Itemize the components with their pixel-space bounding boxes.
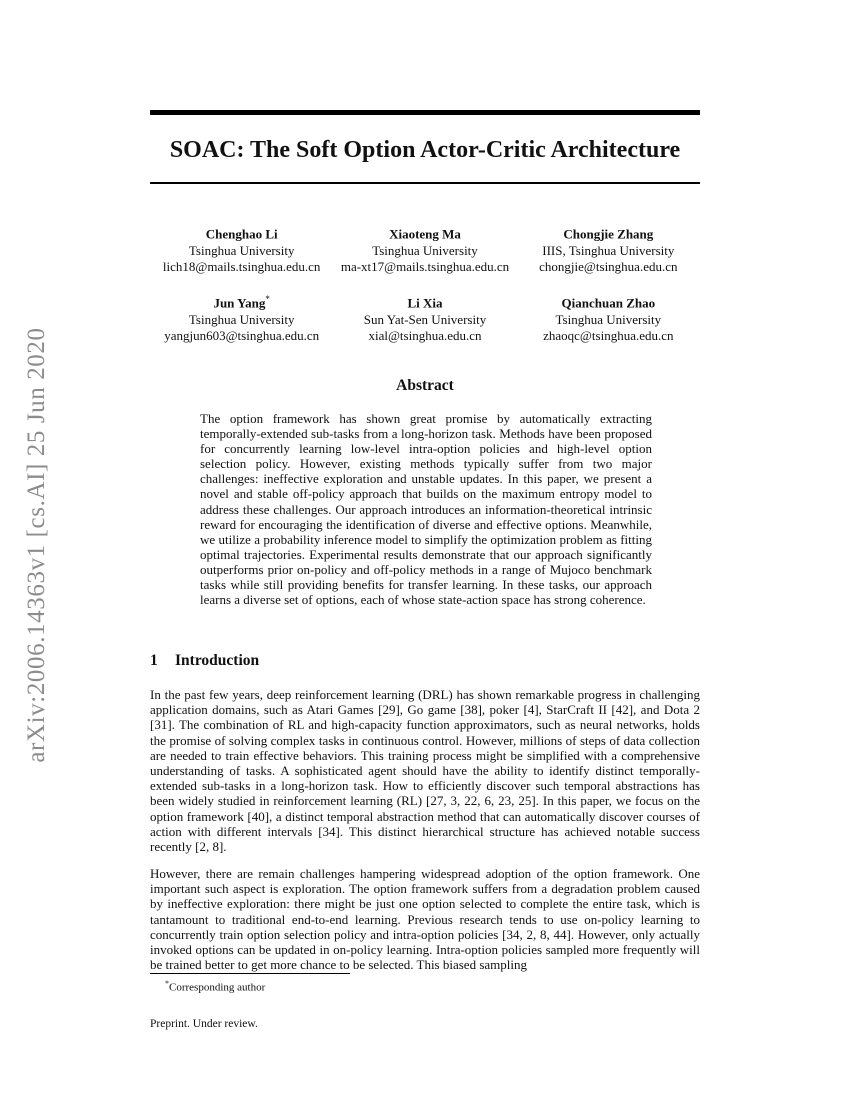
author-block — [517, 291, 700, 345]
introduction-paragraph-2: However, there are remain challenges hampering widespread adoption of the option framework. One important such aspect is exploration. The option framework suffers from a degradation problem caused by ineffective exploration: there might be just one option selected to complete the entire task, which is tantamount to traditional end-to-end learning. Previous research tends to use on-policy learning to concurrently train option selection policy and intra-option policies [34, 2, 8, 44]. However, only actually invoked options can be updated in on-policy learning. Intra-option policies sampled more frequently will be trained better to get more chance to be selected. This biased sampling — [150, 866, 700, 973]
author-affiliation: Tsinghua University — [188, 311, 295, 327]
author-email: lich18@mails.tsinghua.edu.cn — [162, 259, 321, 275]
abstract-heading: Abstract — [396, 377, 454, 394]
author-email: chongjie@tsinghua.edu.cn — [539, 259, 678, 275]
abstract-body: The option framework has shown great promise by automatically extracting temporally-extended sub-tasks from a long-horizon task. Methods have been proposed for concurrently learning low-level intra-option policies and high-level option selection policy. However, existing methods typically suffer from two major challenges: ineffective exploration and unstable updates. In this paper, we present a novel and stable off-policy approach that builds on the maximum entropy model to address these challenges. Our approach introduces an information-theoretical intrinsic reward for encouraging the identification of diverse and effective options. Meanwhile, we utilize a probability inference model to simplify the optimization problem as fitting optimal trajectories. Experimental results demonstrate that our approach significantly outperforms prior on-policy and off-policy methods in a range of Mujoco benchmark tasks while still providing benefits for transfer learning. In these tasks, our approach learns a diverse set of options, each of whose state-action space has strong coherence. — [200, 411, 652, 608]
author-affiliation: Tsinghua University — [555, 311, 662, 327]
author-name: Qianchuan Zhao — [561, 295, 656, 311]
paper-title: SOAC: The Soft Option Actor-Critic Architecture — [169, 137, 681, 163]
section-number: 1 — [150, 652, 158, 669]
author-row-2 — [150, 291, 700, 345]
title-top-rule — [150, 110, 700, 115]
arxiv-identifier-stamp — [22, 305, 52, 785]
author-name: Xiaoteng Ma — [389, 226, 461, 242]
arxiv-identifier-text: arXiv:2006.14363v1 [cs.AI] 25 Jun 2020 — [23, 327, 50, 763]
author-block — [517, 222, 700, 276]
author-affiliation: Sun Yat-Sen University — [363, 311, 487, 327]
author-block — [333, 291, 516, 345]
author-affiliation: Tsinghua University — [372, 242, 478, 258]
author-email: xial@tsinghua.edu.cn — [368, 328, 482, 344]
author-name: Chenghao Li — [205, 226, 278, 242]
author-email: ma-xt17@mails.tsinghua.edu.cn — [340, 259, 510, 275]
footnote — [165, 977, 265, 995]
author-block — [150, 222, 333, 276]
footnote-text: Corresponding author — [169, 981, 266, 994]
author-email: zhaoqc@tsinghua.edu.cn — [543, 328, 674, 344]
author-row-1 — [150, 222, 700, 276]
author-block — [150, 291, 333, 345]
section-title: Introduction — [175, 652, 260, 669]
author-name: Li Xia — [407, 295, 443, 311]
author-affiliation: IIIS, Tsinghua University — [542, 242, 675, 258]
author-name: Jun Yang* — [213, 294, 270, 311]
author-email: yangjun603@tsinghua.edu.cn — [164, 328, 320, 344]
preprint-note: Preprint. Under review. — [150, 1018, 258, 1030]
author-name: Chongjie Zhang — [563, 226, 654, 242]
footnote-mark: * — [165, 979, 169, 988]
footnote-rule — [150, 973, 350, 974]
author-affiliation: Tsinghua University — [188, 242, 295, 258]
title-bottom-rule — [150, 182, 700, 184]
author-block — [333, 222, 516, 276]
introduction-paragraph-1: In the past few years, deep reinforcement learning (DRL) has shown remarkable progress in challenging application domains, such as Atari Games [29], Go game [38], poker [4], StarCraft II [42], and Dota 2 [31]. The combination of RL and high-capacity function approximators, such as neural networks, holds the promise of solving complex tasks in continuous control. However, millions of steps of data collection are needed to train effective behaviors. This training process might be simplified with a comprehensive understanding of tasks. A sophisticated agent should have the ability to identify distinct temporally-extended sub-tasks in a long-horizon task. How to efficiently discover such temporal abstractions has been widely studied in reinforcement learning (RL) [27, 3, 22, 6, 23, 25]. In this paper, we focus on the option framework [40], a distinct temporal abstraction method that can automatically discover courses of action with different intervals [34]. This distinct hierarchical structure has achieved notable success recently [2, 8]. — [150, 687, 700, 855]
section-heading-introduction — [150, 651, 259, 671]
